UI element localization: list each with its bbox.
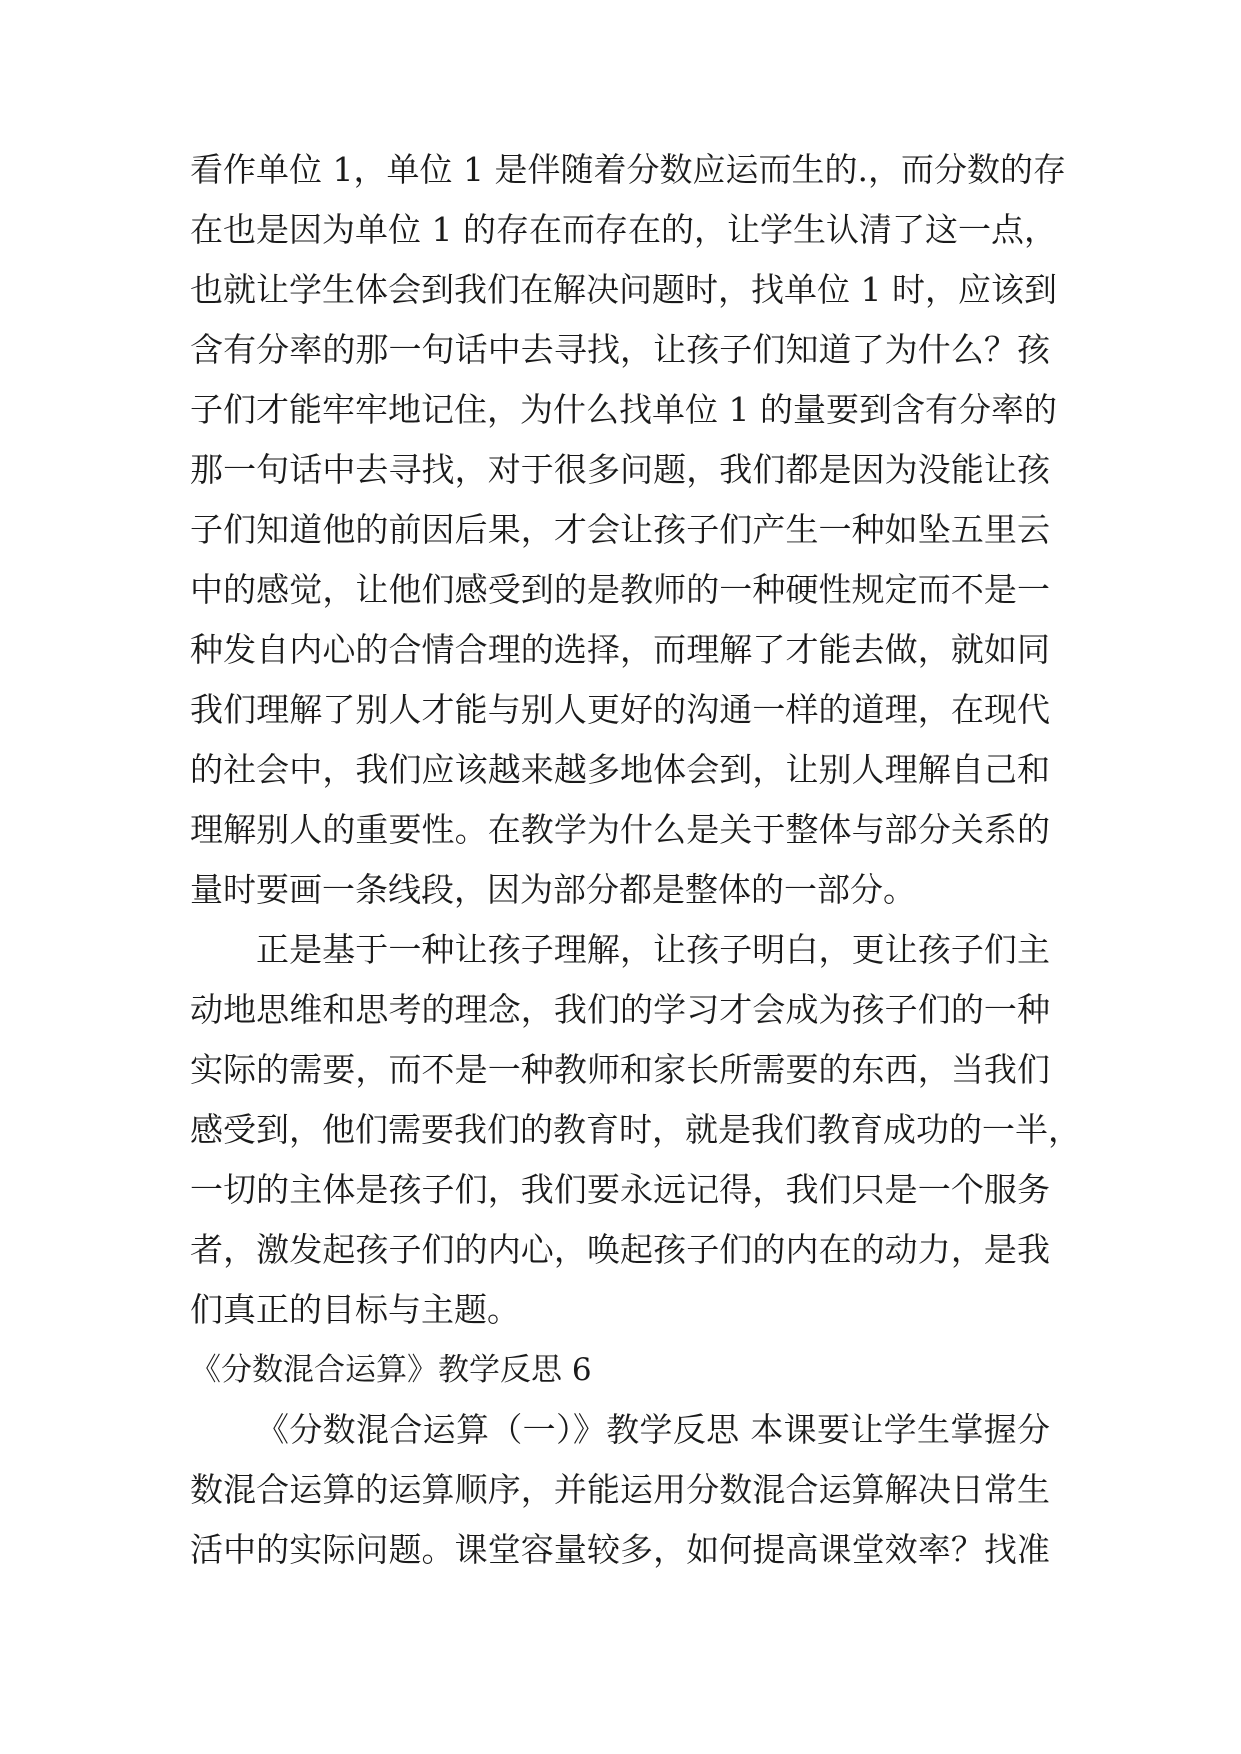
text-line: 也就让学生体会到我们在解决问题时，找单位 1 时，应该到 [190, 270, 1057, 309]
text-line: 中的感觉，让他们感受到的是教师的一种硬性规定而不是一 [190, 570, 1050, 609]
document-page [190, 140, 1081, 1580]
section-heading: 《分数混合运算》教学反思 6 [190, 1352, 592, 1388]
text-line: 们真正的目标与主题。 [190, 1290, 520, 1329]
text-line: 正是基于一种让孩子理解，让孩子明白，更让孩子们主 [256, 930, 1050, 969]
text-line: 的社会中，我们应该越来越多地体会到，让别人理解自己和 [190, 750, 1050, 789]
text-line: 子们才能牢牢地记住，为什么找单位 1 的量要到含有分率的 [190, 390, 1057, 429]
paragraph-mixed-operations [190, 1400, 1050, 1580]
text-line: 数混合运算的运算顺序，并能运用分数混合运算解决日常生 [190, 1470, 1050, 1509]
text-line: 种发自内心的合情合理的选择，而理解了才能去做，就如同 [190, 630, 1050, 669]
text-line: 实际的需要，而不是一种教师和家长所需要的东西，当我们 [190, 1050, 1050, 1089]
paragraph-unit-one [190, 140, 1066, 920]
text-line: 感受到，他们需要我们的教育时，就是我们教育成功的一半， [190, 1110, 1081, 1149]
text-line: 看作单位 1，单位 1 是伴随着分数应运而生的.，而分数的存 [190, 150, 1066, 189]
paragraph-child-understanding [190, 920, 1081, 1340]
text-line: 那一句话中去寻找，对于很多问题，我们都是因为没能让孩 [190, 450, 1050, 489]
text-line: 理解别人的重要性。在教学为什么是关于整体与部分关系的 [190, 810, 1050, 849]
text-line: 子们知道他的前因后果，才会让孩子们产生一种如坠五里云 [190, 510, 1050, 549]
text-line: 动地思维和思考的理念，我们的学习才会成为孩子们的一种 [190, 990, 1050, 1029]
text-line: 活中的实际问题。课堂容量较多，如何提高课堂效率？找准 [190, 1530, 1050, 1569]
text-line: 量时要画一条线段，因为部分都是整体的一部分。 [190, 870, 916, 909]
text-line: 含有分率的那一句话中去寻找，让孩子们知道了为什么？孩 [190, 330, 1050, 369]
text-line: 在也是因为单位 1 的存在而存在的，让学生认清了这一点， [190, 210, 1057, 249]
text-line: 我们理解了别人才能与别人更好的沟通一样的道理，在现代 [190, 690, 1050, 729]
text-line: 一切的主体是孩子们，我们要永远记得，我们只是一个服务 [190, 1170, 1050, 1209]
text-line: 者，激发起孩子们的内心，唤起孩子们的内在的动力，是我 [190, 1230, 1050, 1269]
text-line: 《分数混合运算（一）》教学反思 本课要让学生掌握分 [256, 1410, 1050, 1449]
